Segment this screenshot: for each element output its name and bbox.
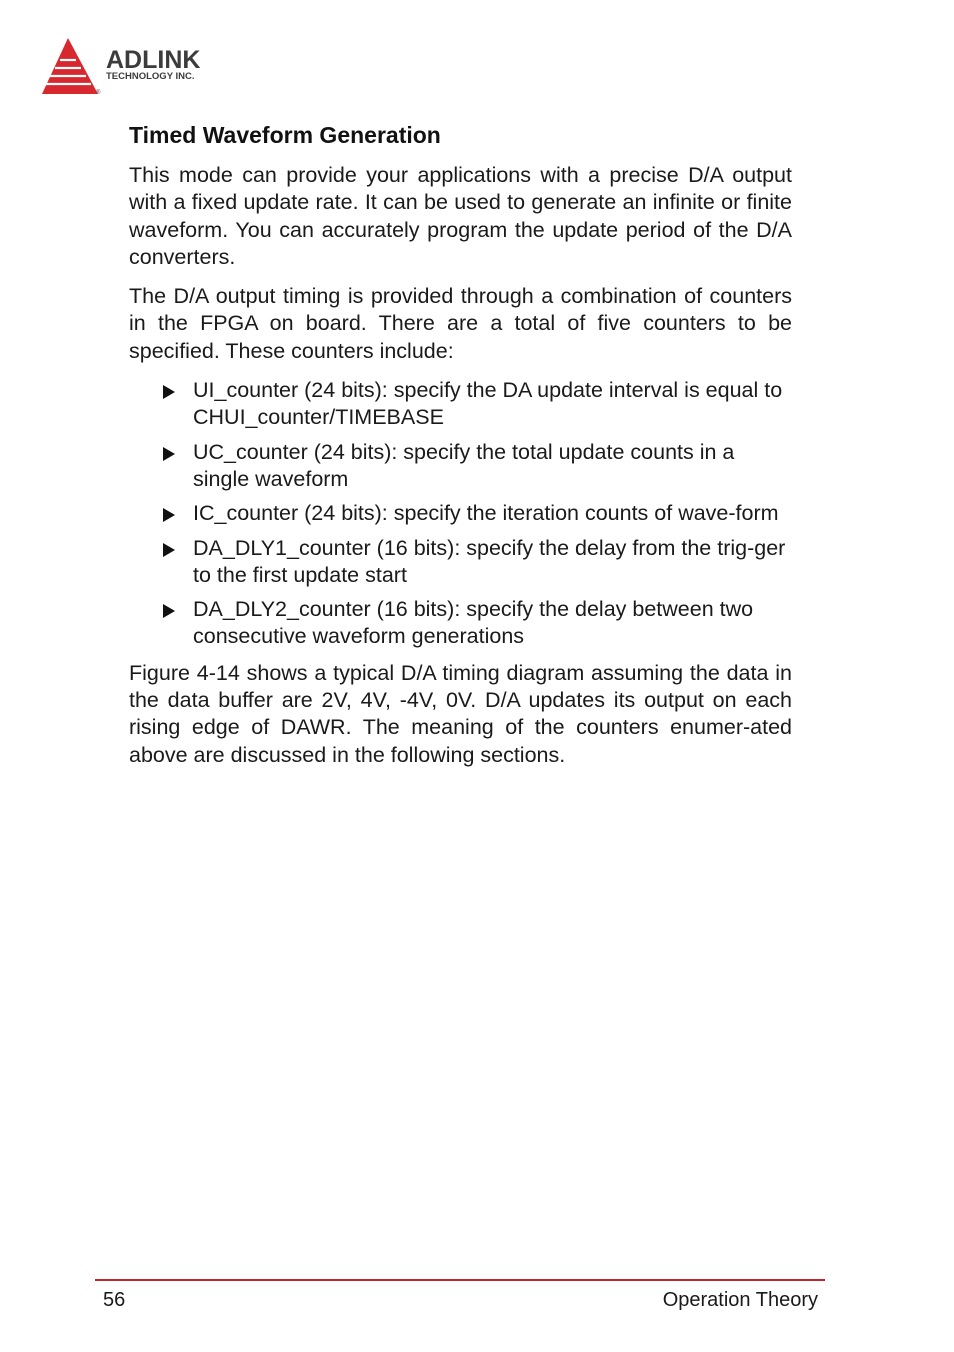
bullet-arrow-icon xyxy=(163,508,175,522)
intro-paragraph: This mode can provide your applications with a precise D/A output with a fixed update rate. It can be used to generate an infinite or finite waveform. You can accurately program the update period of the D/A converters. xyxy=(129,163,792,269)
list-item-text: IC_counter (24 bits): specify the iteration counts of wave-form xyxy=(193,501,779,526)
logo-registered-mark: ® xyxy=(96,90,101,96)
bullet-arrow-icon xyxy=(163,543,175,557)
adlink-logo xyxy=(40,36,240,98)
logo-brand-text: ADLINK xyxy=(106,46,201,74)
list-item xyxy=(129,535,792,590)
bullet-arrow-icon xyxy=(163,447,175,461)
list-item xyxy=(129,500,792,527)
section-title: Timed Waveform Generation xyxy=(129,122,441,148)
chapter-name: Operation Theory xyxy=(662,1289,818,1311)
list-item xyxy=(129,596,792,651)
adlink-logo-graphic xyxy=(40,36,240,98)
counters-paragraph: The D/A output timing is provided through a combination of counters in the FPGA on board. There are a total of five counters to be specified. These counters include: xyxy=(129,284,792,363)
list-item-text: DA_DLY1_counter (16 bits): specify the delay from the trig-ger to the first update start xyxy=(193,535,786,587)
list-item-text: UC_counter (24 bits): specify the total update counts in a single waveform xyxy=(193,439,735,491)
list-item-text: UI_counter (24 bits): specify the DA update interval is equal to CHUI_counter/TIMEBASE xyxy=(193,378,783,430)
bullet-arrow-icon xyxy=(163,385,175,399)
list-item xyxy=(129,377,792,432)
closing-paragraph: Figure 4-14 shows a typical D/A timing diagram assuming the data in the data buffer are 2V, 4V, -4V, 0V. D/A updates its output on each rising edge of DAWR. The meaning of the counters enumer-ated above are discussed in the following sections. xyxy=(129,660,792,767)
list-item-text: DA_DLY2_counter (16 bits): specify the delay between two consecutive waveform generations xyxy=(193,597,754,649)
main-content xyxy=(129,120,792,781)
logo-triangle-icon xyxy=(42,38,98,94)
footer-divider xyxy=(95,1279,825,1281)
counter-list xyxy=(129,377,792,651)
bullet-arrow-icon xyxy=(163,604,175,618)
logo-tagline-text: TECHNOLOGY INC. xyxy=(106,71,195,82)
page-number: 56 xyxy=(103,1289,126,1311)
list-item xyxy=(129,439,792,494)
